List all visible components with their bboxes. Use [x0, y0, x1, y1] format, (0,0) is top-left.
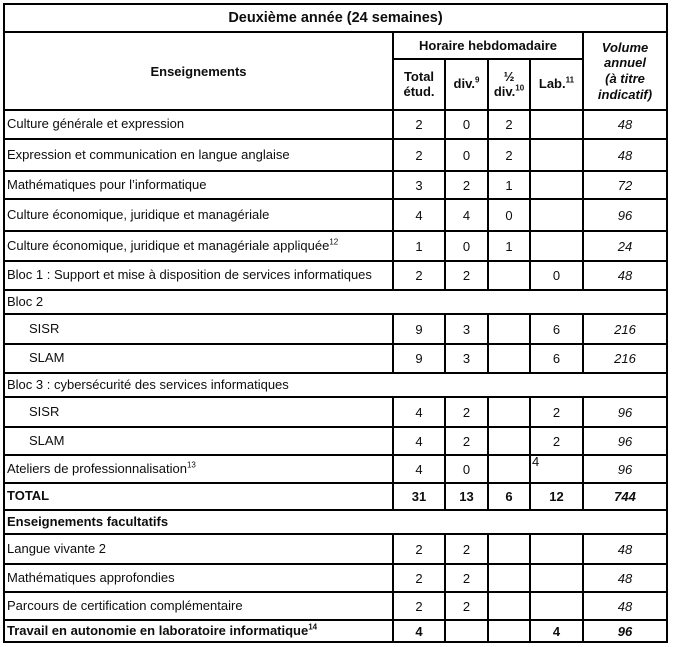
value-lab: 4	[530, 455, 583, 483]
table-row	[4, 620, 667, 642]
value-half-div: 0	[488, 199, 530, 231]
column-header-half-div-text: div.	[493, 83, 516, 99]
value-total-etud: 2	[393, 261, 445, 290]
value-lab	[530, 564, 583, 592]
table-row	[4, 483, 667, 510]
value-div: 2	[445, 171, 488, 199]
section-label-text: Bloc 3 : cybersécurité des services informatiques	[7, 376, 289, 392]
table-row	[4, 314, 667, 344]
section-label	[4, 373, 667, 397]
value-lab	[530, 199, 583, 231]
row-label	[4, 620, 393, 642]
row-label-text: Mathématiques pour l’informatique	[7, 176, 207, 192]
value-total-etud: 4	[393, 199, 445, 231]
value-lab: 6	[530, 344, 583, 373]
title-row	[4, 4, 667, 32]
value-volume: 216	[583, 314, 667, 344]
value-lab: 4	[530, 620, 583, 642]
row-label-text: Parcours de certification complémentaire	[7, 597, 243, 613]
column-header-div-text: div.	[453, 76, 475, 92]
value-div	[445, 620, 488, 642]
row-label	[4, 564, 393, 592]
value-total-etud: 9	[393, 344, 445, 373]
column-header-half-div	[488, 59, 530, 110]
value-half-div	[488, 620, 530, 642]
table-row	[4, 139, 667, 171]
value-volume: 96	[583, 455, 667, 483]
value-total-etud: 2	[393, 534, 445, 564]
value-div: 13	[445, 483, 488, 510]
value-lab	[530, 171, 583, 199]
row-label	[4, 231, 393, 261]
value-total-etud: 4	[393, 427, 445, 455]
value-volume: 48	[583, 139, 667, 171]
value-div: 2	[445, 564, 488, 592]
value-half-div: 6	[488, 483, 530, 510]
row-label-text: SISR	[29, 403, 60, 419]
value-div: 0	[445, 231, 488, 261]
value-lab: 0	[530, 261, 583, 290]
value-volume: 72	[583, 171, 667, 199]
table-row	[4, 564, 667, 592]
value-total-etud: 4	[393, 620, 445, 642]
value-volume: 48	[583, 534, 667, 564]
value-half-div: 1	[488, 231, 530, 261]
footnote-ref-14: 14	[308, 622, 318, 632]
section-row	[4, 290, 667, 314]
document-page	[0, 3, 674, 647]
header-group-row	[4, 32, 667, 59]
curriculum-table	[3, 3, 668, 643]
table-row	[4, 397, 667, 427]
table-row	[4, 199, 667, 231]
value-lab	[530, 592, 583, 620]
value-volume: 48	[583, 592, 667, 620]
value-total-etud: 1	[393, 231, 445, 261]
value-total-etud: 2	[393, 564, 445, 592]
value-div: 2	[445, 427, 488, 455]
table-row	[4, 534, 667, 564]
row-label-text: Expression et communication en langue anglaise	[7, 146, 290, 162]
value-half-div	[488, 397, 530, 427]
row-label	[4, 110, 393, 139]
value-lab	[530, 139, 583, 171]
value-half-div	[488, 455, 530, 483]
value-div: 3	[445, 314, 488, 344]
footnote-ref-12: 12	[329, 237, 339, 247]
value-lab	[530, 110, 583, 139]
volume-header-line: Volume	[601, 39, 649, 55]
value-half-div	[488, 344, 530, 373]
value-lab: 12	[530, 483, 583, 510]
value-total-etud: 4	[393, 455, 445, 483]
column-header-enseignements: Enseignements	[4, 32, 393, 110]
row-label-text: Ateliers de professionnalisation	[7, 460, 187, 476]
column-header-total-etud: Total étud.	[393, 59, 445, 110]
footnote-ref-10: 10	[515, 83, 525, 93]
value-half-div	[488, 261, 530, 290]
value-half-div	[488, 592, 530, 620]
table-body	[4, 110, 667, 642]
section-label-text: Enseignements facultatifs	[7, 513, 169, 529]
value-lab: 6	[530, 314, 583, 344]
column-group-horaire-hebdomadaire: Horaire hebdomadaire	[393, 32, 583, 59]
table-row	[4, 344, 667, 373]
row-label	[4, 261, 393, 290]
footnote-ref-13: 13	[186, 460, 196, 470]
value-total-etud: 31	[393, 483, 445, 510]
value-volume: 48	[583, 564, 667, 592]
row-label	[4, 592, 393, 620]
row-label	[4, 427, 393, 455]
value-volume: 96	[583, 397, 667, 427]
value-div: 0	[445, 110, 488, 139]
value-div: 0	[445, 139, 488, 171]
value-div: 2	[445, 261, 488, 290]
volume-header-line: indicatif)	[597, 86, 653, 102]
row-label-text: Mathématiques approfondies	[7, 569, 175, 585]
value-volume: 96	[583, 199, 667, 231]
table-row	[4, 261, 667, 290]
row-label	[4, 455, 393, 483]
volume-header-line: (à titre	[605, 71, 645, 86]
column-header-lab	[530, 59, 583, 110]
section-label-text: Bloc 2	[7, 293, 44, 309]
footnote-ref-11: 11	[565, 75, 575, 85]
footnote-ref-9: 9	[474, 75, 480, 85]
row-label-text: SISR	[29, 320, 60, 336]
row-label	[4, 397, 393, 427]
value-total-etud: 2	[393, 592, 445, 620]
row-label-text: Langue vivante 2	[7, 540, 107, 556]
row-label	[4, 199, 393, 231]
table-row	[4, 427, 667, 455]
value-total-etud: 9	[393, 314, 445, 344]
value-volume: 48	[583, 261, 667, 290]
value-volume: 24	[583, 231, 667, 261]
table-title: Deuxième année (24 semaines)	[4, 4, 667, 32]
row-label-text: TOTAL	[7, 488, 50, 504]
table-row	[4, 592, 667, 620]
section-row	[4, 373, 667, 397]
value-half-div: 2	[488, 110, 530, 139]
value-lab: 2	[530, 397, 583, 427]
value-total-etud: 4	[393, 397, 445, 427]
value-lab	[530, 231, 583, 261]
value-half-div	[488, 564, 530, 592]
table-row	[4, 231, 667, 261]
row-label	[4, 534, 393, 564]
section-row	[4, 510, 667, 534]
value-div: 2	[445, 592, 488, 620]
row-label-text: SLAM	[29, 432, 65, 448]
row-label-text: SLAM	[29, 350, 65, 366]
value-volume: 744	[583, 483, 667, 510]
table-row	[4, 171, 667, 199]
column-header-lab-text: Lab.	[538, 76, 566, 92]
column-header-div	[445, 59, 488, 110]
value-volume: 96	[583, 620, 667, 642]
row-label-text: Travail en autonomie en laboratoire informatique	[7, 622, 309, 638]
value-total-etud: 2	[393, 139, 445, 171]
value-volume: 96	[583, 427, 667, 455]
row-label	[4, 171, 393, 199]
table-header	[4, 4, 667, 110]
row-label	[4, 344, 393, 373]
value-total-etud: 2	[393, 110, 445, 139]
row-label	[4, 483, 393, 510]
row-label	[4, 314, 393, 344]
value-volume: 216	[583, 344, 667, 373]
table-row	[4, 455, 667, 483]
section-label	[4, 290, 667, 314]
value-half-div: 2	[488, 139, 530, 171]
table-row	[4, 110, 667, 139]
half-div-fraction: ½	[503, 68, 515, 84]
value-half-div: 1	[488, 171, 530, 199]
value-div: 2	[445, 534, 488, 564]
value-lab	[530, 534, 583, 564]
value-lab: 2	[530, 427, 583, 455]
row-label-text: Culture économique, juridique et managériale	[7, 206, 270, 222]
value-half-div	[488, 427, 530, 455]
value-half-div	[488, 534, 530, 564]
volume-header-line: annuel	[604, 55, 646, 71]
value-total-etud: 3	[393, 171, 445, 199]
section-label	[4, 510, 667, 534]
value-half-div	[488, 314, 530, 344]
row-label	[4, 139, 393, 171]
value-div: 4	[445, 199, 488, 231]
value-volume: 48	[583, 110, 667, 139]
value-div: 0	[445, 455, 488, 483]
column-header-volume-annuel	[583, 32, 667, 110]
value-div: 3	[445, 344, 488, 373]
row-label-text: Culture économique, juridique et managériale appliquée	[7, 237, 330, 253]
row-label-text: Bloc 1 : Support et mise à disposition de services informatiques	[7, 267, 372, 283]
value-div: 2	[445, 397, 488, 427]
row-label-text: Culture générale et expression	[7, 116, 185, 132]
